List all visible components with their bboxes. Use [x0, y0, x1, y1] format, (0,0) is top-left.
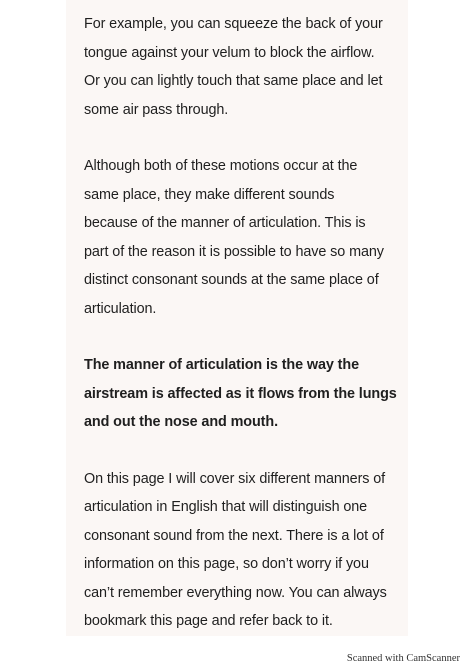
paragraph-manner-explanation — [84, 152, 402, 323]
text-line: distinct consonant sounds at the same place of — [84, 272, 379, 288]
text-line: part of the reason it is possible to have so many — [84, 243, 384, 260]
text-line: Although both of these motions occur at the — [84, 158, 358, 174]
text-line: tongue against your velum to block the airflow. — [84, 44, 375, 61]
text-line: same place, they make different sounds — [84, 186, 335, 203]
text-line: The manner of articulation is the way the — [84, 357, 359, 373]
text-line: consonant sound from the next. There is a lot of — [84, 527, 384, 544]
document-body — [84, 10, 402, 636]
text-line: some air pass through. — [84, 101, 229, 118]
text-line: articulation. — [84, 300, 157, 317]
text-line: For example, you can squeeze the back of your — [84, 16, 383, 32]
text-line: airstream is affected as it flows from the lungs — [84, 385, 397, 402]
scanner-watermark: Scanned with CamScanner — [346, 653, 460, 664]
paragraph-page-overview — [84, 465, 402, 636]
text-line: because of the manner of articulation. This is — [84, 215, 366, 231]
text-line: and out the nose and mouth. — [84, 414, 278, 430]
text-line: bookmark this page and refer back to it. — [84, 613, 333, 629]
text-line: can’t remember everything now. You can always — [84, 584, 387, 601]
text-line: Or you can lightly touch that same place and let — [84, 73, 383, 89]
text-line: articulation in English that will distinguish one — [84, 499, 368, 515]
text-line: information on this page, so don’t worry if you — [84, 556, 369, 572]
paragraph-example — [84, 10, 402, 124]
paragraph-definition-bold — [84, 351, 402, 437]
text-line: On this page I will cover six different manners of — [84, 470, 386, 487]
